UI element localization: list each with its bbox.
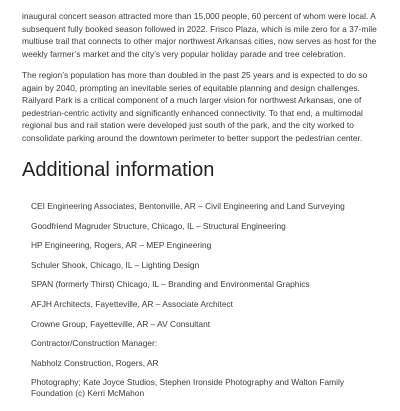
credit-item: Contractor/Construction Manager: [31, 338, 158, 349]
credit-item: Crowne Group, Fayetteville, AR – AV Consultant [31, 318, 211, 329]
credit-item: CEI Engineering Associates, Bentonville, AR – Civil Engineering and Land Surveying [31, 201, 345, 211]
credit-item-photography: Photography; Kate Joyce Studios, Stephen Ironside Photography and Walton Family Foundation (c) Kerri McMahon [31, 377, 345, 398]
credit-item: AFJH Architects, Fayetteville, AR – Associate Architect [31, 298, 234, 309]
credit-item: Schuler Shook, Chicago, IL – Lighting Design [31, 259, 200, 270]
credit-item: Nabholz Construction, Rogers, AR [31, 357, 159, 368]
paragraph-concert-season: inaugural concert season attracted more than 15,000 people, 60 percent of whom were local. A subsequent fully booked season followed in 2022. Frisco Plaza, which is mile zero for a 37-mile multiuse trail that connects to other major northwest Arkansas cities, now serves as host for the weekly farmer’s market and the city’s very popular holiday parade and tree celebration. [22, 11, 377, 59]
paragraph-region-population: The region’s population has more than doubled in the past 25 years and is expected to do so again by 2040, prompting an inevitable series of equitable planning and design challenges. Railyard Park is a critical component of a much larger vision for northwest Arkansas, one of pedestrian-centric activity and significantly enhanced connectivity. To that end, a multimodal regional bus and rail station were developed just south of the park, and the city worked to consolidate parking around the downtown perimeter to better support the pedestrian center. [22, 70, 368, 143]
credit-item: Goodfriend Magruder Structure, Chicago, IL – Structural Engineering [31, 220, 286, 231]
section-heading-additional-information: Additional information [22, 159, 215, 181]
credits-list [31, 201, 381, 398]
credit-item: HP Engineering, Rogers, AR – MEP Engineering [31, 240, 212, 251]
credit-item: SPAN (formerly Thirst) Chicago, IL – Branding and Environmental Graphics [31, 279, 310, 290]
